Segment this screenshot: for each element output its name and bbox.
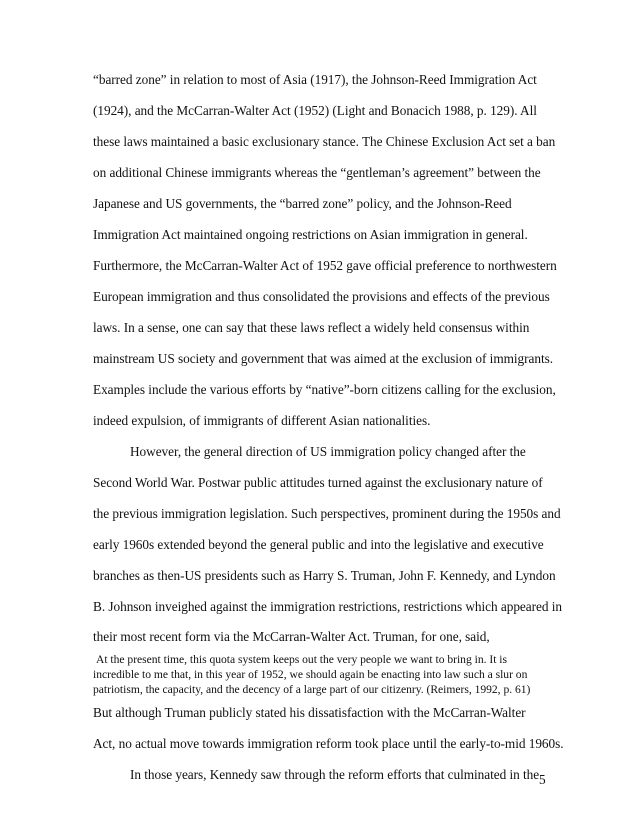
body-line: mainstream US society and government that was aimed at the exclusion of immigrants. bbox=[93, 351, 554, 366]
body-line: their most recent form via the McCarran-Walter Act. Truman, for one, said, bbox=[93, 629, 490, 644]
body-line: the previous immigration legislation. Such perspectives, prominent during the 1950s and bbox=[93, 506, 561, 521]
block-quote-line: At the present time, this quota system keeps out the very people we want to bring in. It is bbox=[96, 653, 507, 666]
body-line: B. Johnson inveighed against the immigration restrictions, restrictions which appeared in bbox=[93, 599, 562, 614]
body-line: (1924), and the McCarran-Walter Act (1952) (Light and Bonacich 1988, p. 129). All bbox=[93, 103, 537, 118]
body-line: European immigration and thus consolidated the provisions and effects of the previous bbox=[93, 289, 550, 304]
body-line: laws. In a sense, one can say that these laws reflect a widely held consensus within bbox=[93, 320, 530, 335]
block-quote-line: incredible to me that, in this year of 1952, we should again be enacting into law such a slur on bbox=[93, 668, 528, 681]
body-line: these laws maintained a basic exclusionary stance. The Chinese Exclusion Act set a ban bbox=[93, 134, 556, 149]
page-number: 5 bbox=[539, 772, 546, 787]
body-line: But although Truman publicly stated his dissatisfaction with the McCarran-Walter bbox=[93, 705, 526, 720]
body-line: Immigration Act maintained ongoing restrictions on Asian immigration in general. bbox=[93, 227, 528, 242]
body-line: on additional Chinese immigrants whereas the “gentleman’s agreement” between the bbox=[93, 165, 541, 180]
body-line: Act, no actual move towards immigration reform took place until the early-to-mid 1960s. bbox=[93, 736, 564, 751]
body-line: Examples include the various efforts by “native”-born citizens calling for the exclusion, bbox=[93, 382, 556, 397]
body-line: Japanese and US governments, the “barred zone” policy, and the Johnson-Reed bbox=[93, 196, 512, 211]
paragraph-first-line: In those years, Kennedy saw through the reform efforts that culminated in the bbox=[130, 767, 540, 782]
body-line: “barred zone” in relation to most of Asia (1917), the Johnson-Reed Immigration Act bbox=[93, 72, 537, 87]
body-line: Furthermore, the McCarran-Walter Act of 1952 gave official preference to northwestern bbox=[93, 258, 557, 273]
paragraph-first-line: However, the general direction of US immigration policy changed after the bbox=[130, 444, 526, 459]
block-quote-line: patriotism, the capacity, and the decency of a large part of our citizenry. (Reimers, 1992, p. 61) bbox=[93, 683, 531, 696]
body-line: indeed expulsion, of immigrants of different Asian nationalities. bbox=[93, 413, 431, 428]
body-line: early 1960s extended beyond the general public and into the legislative and executive bbox=[93, 537, 544, 552]
body-line: Second World War. Postwar public attitudes turned against the exclusionary nature of bbox=[93, 475, 543, 490]
body-line: branches as then-US presidents such as Harry S. Truman, John F. Kennedy, and Lyndon bbox=[93, 568, 556, 583]
